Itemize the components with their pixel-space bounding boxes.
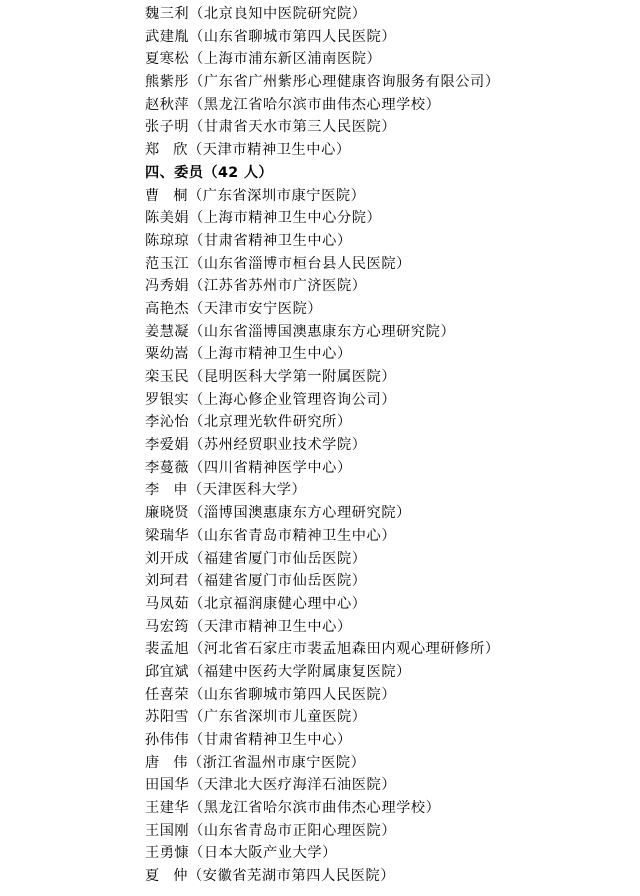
member-name: 陈琼琼 <box>145 232 190 249</box>
list-item <box>145 434 625 457</box>
member-name: 廉晓贤 <box>145 505 190 522</box>
member-affiliation: （福建中医药大学附属康复医院） <box>189 663 411 680</box>
list-item <box>145 298 625 321</box>
list-item <box>145 26 625 49</box>
member-affiliation: （广东省广州紫彤心理健康咨询服务有限公司） <box>189 74 500 91</box>
member-affiliation: （黑龙江省哈尔滨市曲伟杰心理学校） <box>189 96 441 113</box>
list-item <box>145 548 625 571</box>
list-item <box>145 94 625 117</box>
member-affiliation: （安徽省芜湖市第四人民医院） <box>188 868 396 885</box>
member-affiliation: （浙江省温州市康宁医院） <box>188 754 366 771</box>
member-name: 陈美娟 <box>145 210 190 227</box>
member-name: 马宏筠 <box>145 618 190 635</box>
member-affiliation: （苏州经贸职业技术学院） <box>189 437 367 454</box>
member-affiliation: （山东省青岛市正阳心理医院） <box>189 822 397 839</box>
list-item <box>145 116 625 139</box>
member-name: 李蔓薇 <box>145 459 190 476</box>
member-affiliation: （河北省石家庄市裴孟旭森田内观心理研修所） <box>189 641 500 658</box>
list-item <box>145 774 625 797</box>
list-item <box>145 752 625 775</box>
member-name: 赵秋萍 <box>145 96 190 113</box>
member-name: 李沁怡 <box>145 414 190 431</box>
member-name: 范玉江 <box>145 255 190 272</box>
member-affiliation: （甘肃省精神卫生中心） <box>189 732 352 748</box>
list-item <box>145 479 625 502</box>
member-affiliation: （天津北大医疗海洋石油医院） <box>189 777 397 794</box>
member-name: 王勇慷 <box>145 845 190 862</box>
member-affiliation: （上海心修企业管理咨询公司） <box>189 391 397 408</box>
list-item <box>145 230 625 253</box>
list-item <box>145 684 625 707</box>
member-affiliation: （天津市精神卫生中心） <box>189 618 352 635</box>
list-item <box>145 570 625 593</box>
member-affiliation: （山东省淄博市桓台县人民医院） <box>189 255 411 272</box>
list-item <box>145 593 625 616</box>
member-list-committee <box>145 185 625 888</box>
member-name: 任喜荣 <box>145 686 190 703</box>
member-name: 姜慧凝 <box>145 323 190 340</box>
member-affiliation: （四川省精神医学中心） <box>189 459 352 476</box>
member-name: 郑 欣 <box>145 142 188 159</box>
member-name: 孙伟伟 <box>145 732 190 748</box>
list-item <box>145 139 625 162</box>
list-item <box>145 729 625 752</box>
member-affiliation: （上海市精神卫生中心） <box>189 346 352 363</box>
member-affiliation: （天津市安宁医院） <box>189 300 323 317</box>
member-name: 刘珂君 <box>145 573 190 590</box>
member-name: 罗银实 <box>145 391 190 408</box>
section-heading: 四、委员（42 人） <box>145 164 273 181</box>
member-name: 张子明 <box>145 119 190 136</box>
member-name: 唐 伟 <box>145 754 188 771</box>
member-name: 熊紫彤 <box>145 74 190 91</box>
list-item <box>145 185 625 208</box>
member-affiliation: （甘肃省精神卫生中心） <box>189 232 352 249</box>
member-affiliation: （昆明医科大学第一附属医院） <box>189 369 397 385</box>
list-item <box>145 343 625 366</box>
member-name: 李 申 <box>145 482 188 499</box>
member-name: 马凤茹 <box>145 595 190 612</box>
member-name: 梁瑞华 <box>145 527 190 544</box>
member-affiliation: （上海市精神卫生中心分院） <box>189 210 382 227</box>
member-name: 田国华 <box>145 777 190 794</box>
list-item <box>145 457 625 480</box>
member-affiliation: （上海市浦东新区浦南医院） <box>189 51 382 68</box>
member-name: 高艳杰 <box>145 300 190 317</box>
member-list-document <box>145 3 625 888</box>
member-name: 魏三利 <box>145 6 190 22</box>
member-affiliation: （山东省淄博国澳惠康东方心理研究院） <box>189 323 456 340</box>
list-item <box>145 275 625 298</box>
member-affiliation: （广东省深圳市儿童医院） <box>189 709 367 726</box>
member-affiliation: （山东省青岛市精神卫生中心） <box>189 527 397 544</box>
list-item <box>145 389 625 412</box>
member-name: 刘开成 <box>145 550 190 567</box>
member-name: 苏阳雪 <box>145 709 190 726</box>
list-item <box>145 638 625 661</box>
member-affiliation: （天津医科大学） <box>188 482 307 499</box>
list-item <box>145 502 625 525</box>
member-name: 裴孟旭 <box>145 641 190 658</box>
member-affiliation: （广东省深圳市康宁医院） <box>188 187 366 204</box>
member-name: 冯秀娟 <box>145 278 190 295</box>
list-item <box>145 321 625 344</box>
member-list-before <box>145 3 625 162</box>
member-affiliation: （北京福润康健心理中心） <box>189 595 367 612</box>
member-affiliation: （天津市精神卫生中心） <box>188 142 351 159</box>
list-item <box>145 661 625 684</box>
list-item <box>145 525 625 548</box>
list-item <box>145 616 625 639</box>
list-item <box>145 366 625 389</box>
member-affiliation: （山东省聊城市第四人民医院） <box>189 28 397 45</box>
list-item <box>145 706 625 729</box>
member-affiliation: （福建省厦门市仙岳医院） <box>189 550 367 567</box>
member-name: 邱宜斌 <box>145 663 190 680</box>
member-name: 粟幼嵩 <box>145 346 190 363</box>
member-affiliation: （甘肃省天水市第三人民医院） <box>189 119 397 136</box>
member-name: 王建华 <box>145 800 190 817</box>
member-affiliation: （山东省聊城市第四人民医院） <box>189 686 397 703</box>
member-affiliation: （福建省厦门市仙岳医院） <box>189 573 367 590</box>
member-name: 王国刚 <box>145 822 190 839</box>
list-item <box>145 3 625 26</box>
member-name: 李爱娟 <box>145 437 190 454</box>
list-item <box>145 71 625 94</box>
member-affiliation: （日本大阪产业大学） <box>189 845 337 862</box>
list-item <box>145 820 625 843</box>
member-affiliation: （北京理光软件研究所） <box>189 414 352 431</box>
list-item <box>145 207 625 230</box>
list-item <box>145 253 625 276</box>
list-item <box>145 48 625 71</box>
member-name: 夏 仲 <box>145 868 188 885</box>
member-affiliation: （黑龙江省哈尔滨市曲伟杰心理学校） <box>189 800 441 817</box>
list-item <box>145 797 625 820</box>
member-name: 曹 桐 <box>145 187 188 204</box>
member-name: 武建胤 <box>145 28 190 45</box>
list-item <box>145 865 625 888</box>
member-name: 夏寒松 <box>145 51 190 68</box>
member-affiliation: （北京良知中医院研究院） <box>189 6 367 22</box>
member-affiliation: （江苏省苏州市广济医院） <box>189 278 367 295</box>
member-affiliation: （淄博国澳惠康东方心理研究院） <box>189 505 411 522</box>
member-name: 栾玉民 <box>145 369 190 385</box>
list-item <box>145 411 625 434</box>
list-item <box>145 842 625 865</box>
